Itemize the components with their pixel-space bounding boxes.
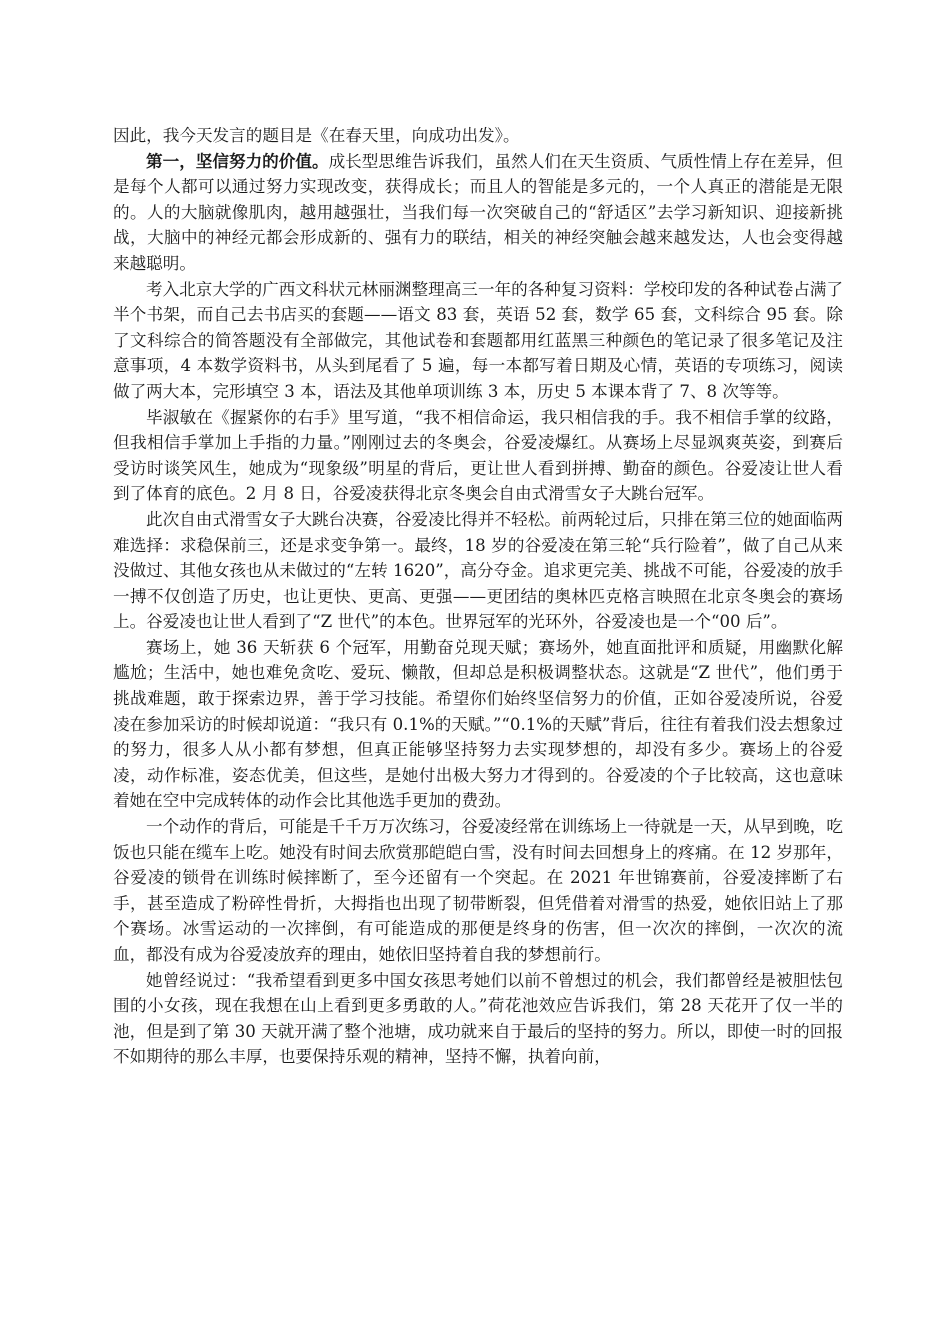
document-body	[113, 123, 843, 1070]
paragraph-7	[113, 814, 843, 968]
paragraph-5	[113, 507, 843, 635]
paragraph-heading: 第一，坚信努力的价值。	[146, 151, 329, 171]
paragraph-8	[113, 968, 843, 1070]
paragraph-2	[113, 149, 843, 277]
paragraph-text: 因此，我今天发言的题目是《在春天里，向成功出发》。	[113, 126, 520, 145]
paragraph-4	[113, 405, 843, 507]
paragraph-3	[113, 277, 843, 405]
paragraph-text: 毕淑敏在《握紧你的右手》里写道，“我不相信命运，我只相信我的手。我不相信手掌的纹路，但我相信手掌加上手指的力量。”刚刚过去的冬奥会，谷爱凌爆红。从赛场上尽显飒爽英姿，到赛后受访时谈笑风生，她成为“现象级”明星的背后，更让世人看到拼搏、勤奋的颜色。谷爱凌让世人看到了体育的底色。2 月 8 日，谷爱凌获得北京冬奥会自由式滑雪女子大跳台冠军。	[113, 407, 843, 504]
paragraph-text: 此次自由式滑雪女子大跳台决赛，谷爱凌比得并不轻松。前两轮过后，只排在第三位的她面临两难选择：求稳保前三，还是求变争第一。最终，18 岁的谷爱凌在第三轮“兵行险着”，做了自己从来没做过、其他女孩也从未做过的“左转 1620”，高分夺金。追求更完美、挑战不可能，谷爱凌的放手一搏不仅创造了历史，也让更快、更高、更强——更团结的奥林匹克格言映照在北京冬奥会的赛场上。谷爱凌也让世人看到了“Z 世代”的本色。世界冠军的光环外，谷爱凌也是一个“00 后”。	[113, 509, 843, 632]
paragraph-1	[113, 123, 843, 149]
paragraph-6	[113, 635, 843, 814]
paragraph-text: 赛场上，她 36 天斩获 6 个冠军，用勤奋兑现天赋；赛场外，她直面批评和质疑，用幽默化解尴尬；生活中，她也难免贪吃、爱玩、懒散，但却总是积极调整状态。这就是“Z 世代”，他们勇于挑战难题，敢于探索边界，善于学习技能。希望你们始终坚信努力的价值，正如谷爱凌所说，谷爱凌在参加采访的时候却说道：“我只有 0.1%的天赋。”“0.1%的天赋”背后，往往有着我们没去想象过的努力，很多人从小都有梦想，但真正能够坚持努力去实现梦想的，却没有多少。赛场上的谷爱凌，动作标准，姿态优美，但这些，是她付出极大努力才得到的。谷爱凌的个子比较高，这也意味着她在空中完成转体的动作会比其他选手更加的费劲。	[113, 637, 843, 811]
paragraph-text: 成长型思维告诉我们，虽然人们在天生资质、气质性情上存在差异，但是每个人都可以通过努力实现改变，获得成长；而且人的智能是多元的，一个人真正的潜能是无限的。人的大脑就像肌肉，越用越强壮，当我们每一次突破自己的“舒适区”去学习新知识、迎接新挑战，大脑中的神经元都会形成新的、强有力的联结，相关的神经突触会越来越发达，人也会变得越来越聪明。	[113, 151, 844, 273]
paragraph-text: 她曾经说过：“我希望看到更多中国女孩思考她们以前不曾想过的机会，我们都曾经是被胆怯包围的小女孩，现在我想在山上看到更多勇敢的人。”荷花池效应告诉我们，第 28 天花开了仅一半的池，但是到了第 30 天就开满了整个池塘，成功就来自于最后的坚持的努力。所以，即使一时的回报不如期待的那么丰厚，也要保持乐观的精神，坚持不懈，执着向前，	[113, 970, 843, 1067]
paragraph-text: 一个动作的背后，可能是千千万万次练习，谷爱凌经常在训练场上一待就是一天，从早到晚，吃饭也只能在缆车上吃。她没有时间去欣赏那皑皑白雪，没有时间去回想身上的疼痛。在 12 岁那年，谷爱凌的锁骨在训练时候摔断了，至今还留有一个突起。在 2021 年世锦赛前，谷爱凌摔断了右手，甚至造成了粉碎性骨折，大拇指也出现了韧带断裂，但凭借着对滑雪的热爱，她依旧站上了那个赛场。冰雪运动的一次摔倒，有可能造成的那便是终身的伤害，但一次次的摔倒，一次次的流血，都没有成为谷爱凌放弃的理由，她依旧坚持着自我的梦想前行。	[113, 817, 843, 964]
paragraph-text: 考入北京大学的广西文科状元林丽渊整理高三一年的各种复习资料：学校印发的各种试卷占满了半个书架，而自己去书店买的套题——语文 83 套，英语 52 套，数学 65 套，文科综合 95 套。除了文科综合的简答题没有全部做完，其他试卷和套题都用红蓝黑三种颜色的笔记录了很多笔记及注意事项，4 本数学资料书，从头到尾看了 5 遍，每一本都写着日期及心情，英语的专项练习，阅读做了两大本，完形填空 3 本，语法及其他单项训练 3 本，历史 5 本课本背了 7、8 次等等。	[113, 279, 843, 401]
